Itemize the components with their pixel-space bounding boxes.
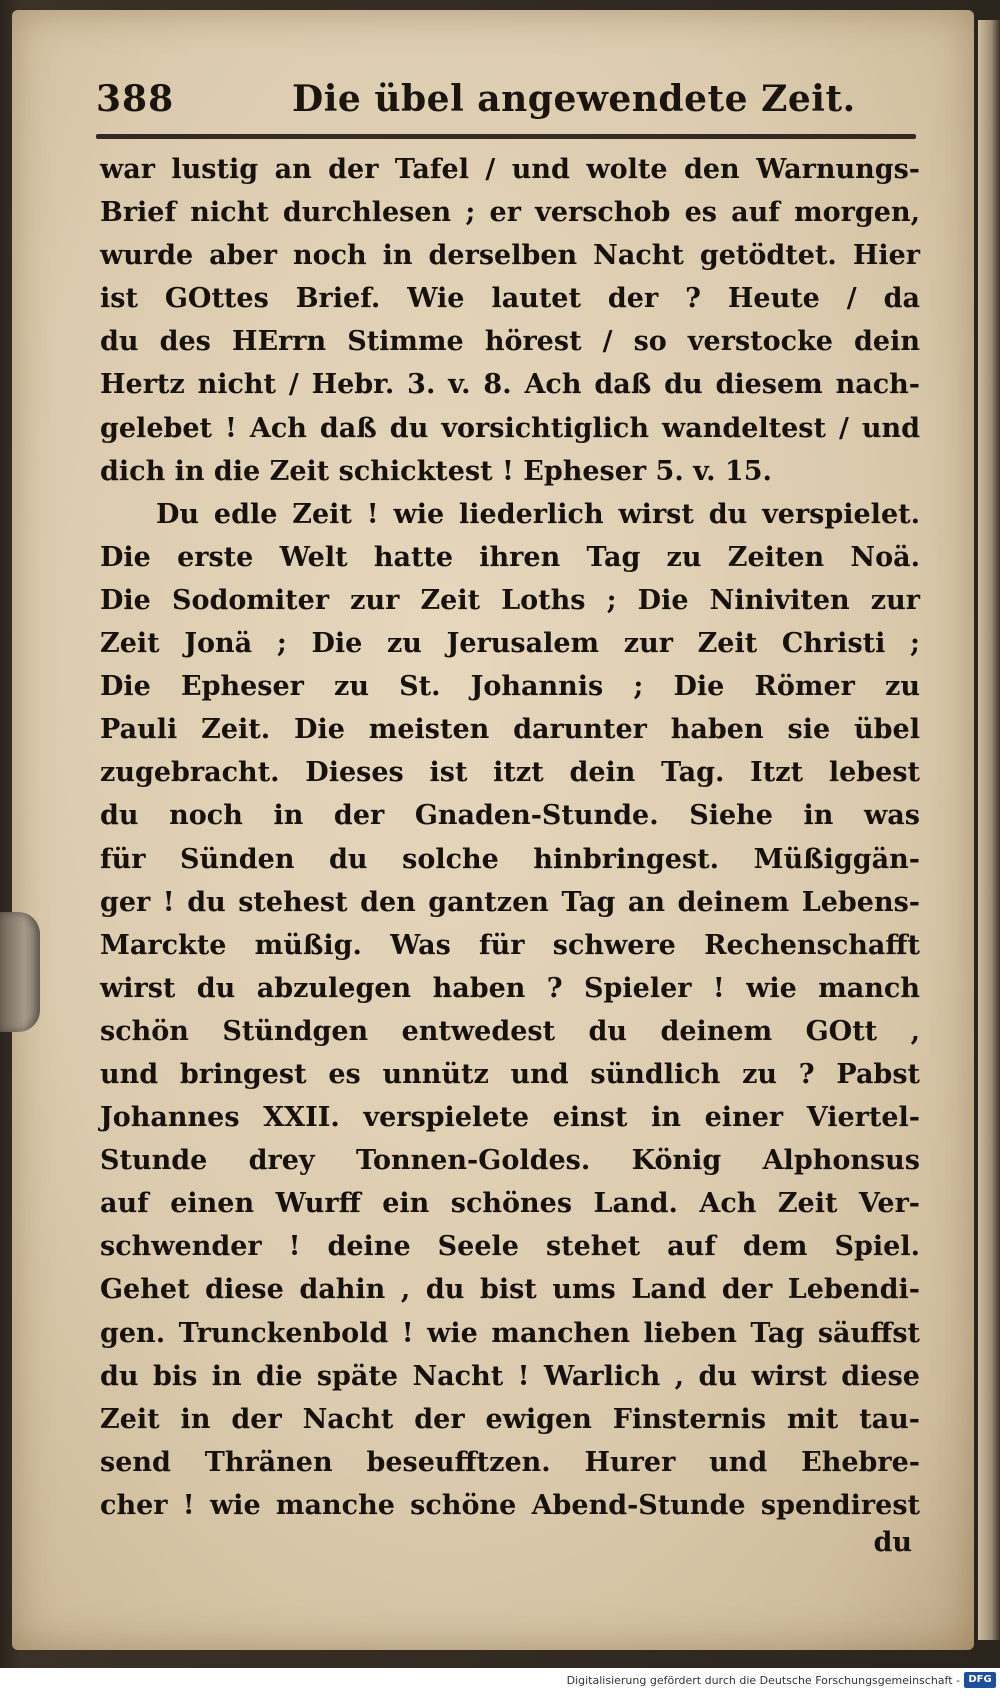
text-line: wirst du abzulegen haben ? Spieler ! wie manch [100, 972, 920, 1004]
binding-tab [0, 912, 40, 1032]
text-line: wurde aber noch in derselben Nacht getödtet. Hier [100, 240, 920, 272]
text-line: Zeit Jonä ; Die zu Jerusalem zur Zeit Christi ; [100, 628, 920, 660]
text-line: Die erste Welt hatte ihren Tag zu Zeiten Noä. [100, 541, 920, 573]
text-line: schön Stündgen entwedest du deinem GOtt , [100, 1015, 920, 1047]
text-line: Pauli Zeit. Die meisten darunter haben sie übel [100, 714, 920, 746]
paragraph-start-line: Du edle Zeit ! wie liederlich wirst du verspielet. [156, 498, 920, 530]
text-line: cher ! wie manche schöne Abend-Stunde spendirest [100, 1489, 920, 1521]
text-line: du bis in die späte Nacht ! Warlich , du wirst diese [100, 1360, 920, 1392]
text-line: und bringest es unnütz und sündlich zu ? Pabst [100, 1058, 920, 1090]
text-line: ist GOttes Brief. Wie lautet der ? Heute / da [100, 283, 920, 315]
catchword: du [873, 1527, 912, 1558]
text-line: Hertz nicht / Hebr. 3. v. 8. Ach daß du diesem nach- [100, 369, 920, 401]
text-line: für Sünden du solche hinbringest. Müßiggän- [100, 843, 920, 875]
page-number: 388 [96, 78, 175, 120]
text-line: send Thränen beseufftzen. Hurer und Ehebre- [100, 1446, 920, 1478]
running-head: Die übel angewendete Zeit. [292, 78, 856, 120]
text-line: Die Epheser zu St. Johannis ; Die Römer zu [100, 671, 920, 703]
dfg-logo-icon: DFG [964, 1672, 996, 1688]
text-line: Stunde drey Tonnen-Goldes. König Alphonsus [100, 1145, 920, 1177]
text-line: auf einen Wurff ein schönes Land. Ach Zeit Ver- [100, 1188, 920, 1220]
text-line: Brief nicht durchlesen ; er verschob es auf morgen, [100, 197, 920, 229]
catchword-row [100, 1527, 920, 1570]
digitization-footer [0, 1668, 1000, 1698]
page-edge [978, 20, 1000, 1640]
text-line: du noch in der Gnaden-Stunde. Siehe in was [100, 800, 920, 832]
text-line: gelebet ! Ach daß du vorsichtiglich wandeltest / und [100, 412, 920, 444]
text-line: dich in die Zeit schicktest ! Epheser 5. v. 15. [100, 455, 772, 487]
text-line: du des HErrn Stimme hörest / so verstocke dein [100, 326, 920, 358]
text-line: Gehet diese dahin , du bist ums Land der Lebendi- [100, 1274, 920, 1306]
body-text [100, 148, 920, 1570]
text-line: Marckte müßig. Was für schwere Rechenschafft [100, 929, 920, 961]
header-rule [96, 134, 916, 139]
text-line: gen. Trunckenbold ! wie manchen lieben Tag säuffst [100, 1317, 920, 1349]
funding-credit: Digitalisierung gefördert durch die Deutsche Forschungsgemeinschaft - [566, 1674, 960, 1687]
text-line: Die Sodomiter zur Zeit Loths ; Die Niniviten zur [100, 584, 920, 616]
text-line: Zeit in der Nacht der ewigen Finsternis mit tau- [100, 1403, 920, 1435]
text-line: Johannes XXII. verspielete einst in einer Viertel- [100, 1102, 920, 1134]
page-header [96, 78, 916, 138]
text-line: schwender ! deine Seele stehet auf dem Spiel. [100, 1231, 920, 1263]
text-line: zugebracht. Dieses ist itzt dein Tag. Itzt lebest [100, 757, 920, 789]
text-line: ger ! du stehest den gantzen Tag an deinem Lebens- [100, 886, 920, 918]
text-line: war lustig an der Tafel / und wolte den Warnungs- [100, 154, 920, 185]
